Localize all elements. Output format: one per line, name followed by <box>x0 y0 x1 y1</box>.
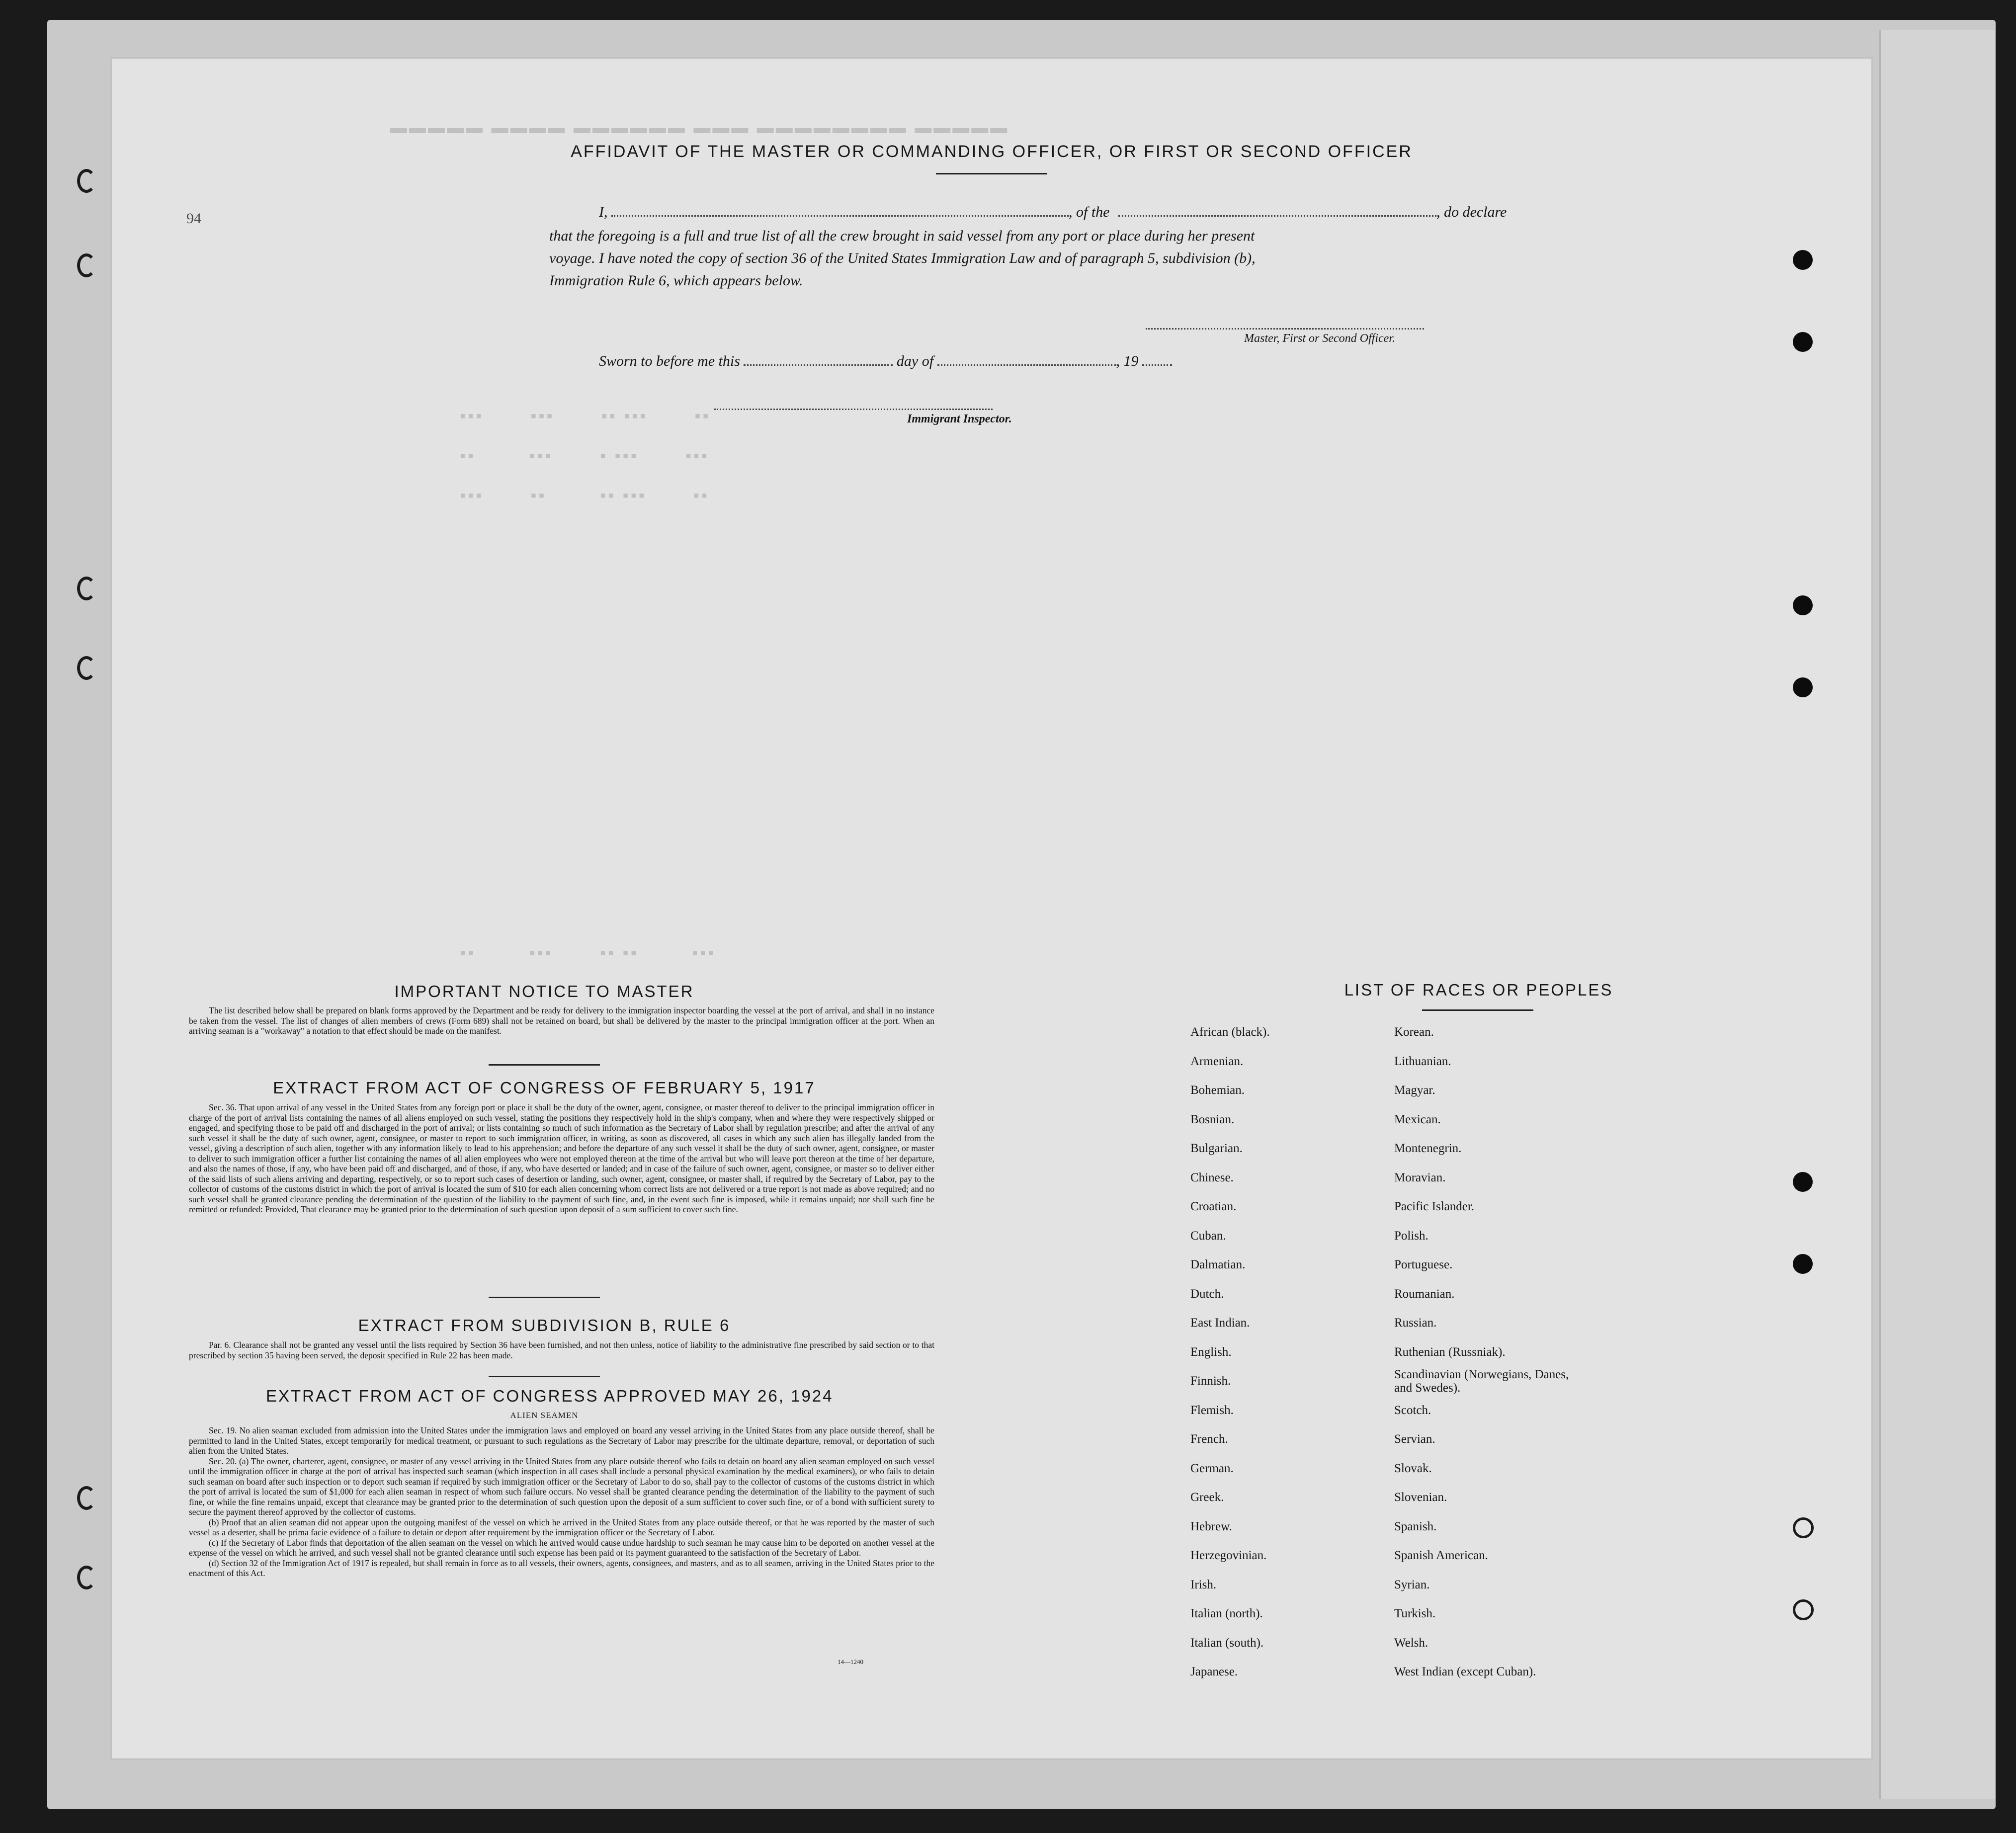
extract-1917-rule <box>489 1297 600 1298</box>
binder-hole <box>1793 332 1813 352</box>
race-item: Portuguese. <box>1394 1258 1453 1271</box>
race-item: Japanese. <box>1190 1665 1238 1678</box>
race-item: Finnish. <box>1190 1374 1231 1388</box>
race-item: Servian. <box>1394 1432 1435 1446</box>
affidavit-line-1: I, , of the , do declare <box>599 204 1507 220</box>
inspector-signature-field[interactable] <box>714 398 993 410</box>
race-item: Ruthenian (Russniak). <box>1394 1345 1506 1359</box>
sworn-month-field[interactable] <box>937 353 1116 366</box>
affidavit-title-rule <box>936 173 1047 174</box>
race-item: Lithuanian. <box>1394 1054 1451 1068</box>
extract-1917-title: EXTRACT FROM ACT OF CONGRESS OF FEBRUARY 5, 1917 <box>273 1079 816 1097</box>
affidavit-line-3: voyage. I have noted the copy of section 36 of the United States Immigration Law and of paragraph 5, subdivision (b), <box>549 250 1256 266</box>
back-sheet-edge <box>1879 30 1995 1799</box>
race-item: Croatian. <box>1190 1200 1237 1213</box>
inspector-caption: Immigrant Inspector. <box>907 413 1012 425</box>
race-item: African (black). <box>1190 1025 1270 1039</box>
sworn-line: Sworn to before me this day of , 19 <box>549 353 1172 370</box>
race-item: Magyar. <box>1394 1083 1435 1097</box>
sec-19: Sec. 19. No alien seaman excluded from admission into the United States under the immigration laws and employed on board any vessel arriving in the United States from any place outside thereof, shall be permitted to land in the United States, except temporarily for medical treatment, or pursuant to such regulations as the Secretary of Labor may prescribe for the ultimate departure, removal, or deportation of such alien from the United States. <box>189 1425 934 1456</box>
race-item: German. <box>1190 1461 1234 1475</box>
race-item: Roumanian. <box>1394 1287 1455 1301</box>
binder-hole <box>1793 1517 1814 1538</box>
sworn-year-field[interactable] <box>1142 353 1172 366</box>
race-item: Cuban. <box>1190 1229 1226 1243</box>
race-item: Spanish American. <box>1394 1549 1488 1562</box>
affidavit-line-4: Immigration Rule 6, which appears below. <box>549 272 803 289</box>
binder-hole <box>1793 1172 1813 1192</box>
binder-ring <box>77 1486 96 1510</box>
binder-ring <box>77 577 96 600</box>
extract-1917-body: Sec. 36. That upon arrival of any vessel in the United States from any foreign port or place it shall be the duty of the owner, agent, consignee, or master thereof to deliver to the principal immigration officer in charge of the port of arrival lists containing the names of all aliens employed on such vessel, stating the positions they respectively hold in the ship's company, when and where they were respectively shipped or engaged, and specifying those to be paid off and discharged in the port of arrival; or lists containing so much of such information as the Secretary of Labor shall by regulation prescribe; and after the arrival of any such vessel it shall be the duty of such owner, agent, consignee, or master to report to such immigration officer, in writing, as soon as discovered, all cases in which any such alien has illegally landed from the vessel, giving a description of such alien, together with any information likely to lead to his apprehension; and before the departure of any such vessel it shall be the duty of such owner, agent, consignee, or master to deliver to such immigration officer a further list containing the names of all alien employees who were not employed thereon at the time of the arrival but who will leave port thereon at the time of her departure, and also the names of those, if any, who have been paid off and discharged, and of those, if any, who have deserted or landed; and in case of the failure of such owner, agent, consignee, or master so to deliver either of the said lists of such aliens arriving and departing, respectively, or so to report such cases of desertion or landing, such owner, agent, consignee, or master shall, if required by the Secretary of Labor, pay to the collector of customs of the customs district in which the port of arrival is located the sum of $10 for each alien concerning whom correct lists are not delivered or a true report is not made as above required; and no such vessel shall be granted clearance pending the determination of the question of the liability to the payment of such fine, and, in the event such fine is imposed, while it remains unpaid; nor shall such fine be remitted or refunded: Provided, That clearance may be granted prior to the determination of such question upon deposit of a sum sufficient to cover such fine. <box>189 1102 934 1214</box>
race-item: Flemish. <box>1190 1403 1234 1417</box>
race-item: Dutch. <box>1190 1287 1224 1301</box>
binder-ring <box>77 656 96 680</box>
binder-ring <box>77 253 96 277</box>
race-item: West Indian (except Cuban). <box>1394 1665 1536 1678</box>
race-item: Irish. <box>1190 1578 1217 1591</box>
race-item: Armenian. <box>1190 1054 1244 1068</box>
extract-1924-body <box>189 1425 934 1579</box>
affidavit-line-2: that the foregoing is a full and true list of all the crew brought in said vessel from any port or place during her present <box>549 228 1255 244</box>
rule6-rule <box>489 1376 600 1377</box>
rule6-body: Par. 6. Clearance shall not be granted any vessel until the lists required by Section 36 have been furnished, and not then unless, notice of liability to the administrative fine prescribed by said section or to that prescribed by section 35 having been served, the deposit specified in Rule 22 has been made. <box>189 1340 934 1360</box>
affidavit-title: AFFIDAVIT OF THE MASTER OR COMMANDING OFFICER, OR FIRST OR SECOND OFFICER <box>571 142 1413 161</box>
race-item: Moravian. <box>1394 1170 1446 1184</box>
sec-20d: (d) Section 32 of the Immigration Act of 1917 is repealed, but shall remain in force as to all vessels, their owners, agents, consignees, and masters, and as to all seamen, arriving in the United States prior to the enactment of this Act. <box>189 1558 934 1578</box>
race-item: East Indian. <box>1190 1316 1250 1330</box>
officer-name-field[interactable] <box>611 204 1069 217</box>
page-mark: 94 <box>186 210 201 227</box>
race-item: Dalmatian. <box>1190 1258 1246 1271</box>
binder-hole <box>1793 677 1813 697</box>
race-item: Chinese. <box>1190 1170 1234 1184</box>
vessel-name-field[interactable] <box>1118 204 1436 217</box>
race-item: Russian. <box>1394 1316 1437 1330</box>
notice-body: The list described below shall be prepared on blank forms approved by the Department and be ready for delivery to the immigration inspector boarding the vessel at the port of arrival, and shall in no instance be taken from the vessel. The list of changes of alien members of crews (Form 689) shall not be retained on board, but shall be delivered by the master to the principal immigration officer at the port. When an arriving seaman is a "workaway" a notation to that effect should be made on the manifest. <box>189 1005 934 1036</box>
race-item: Herzegovinian. <box>1190 1549 1267 1562</box>
notice-rule <box>489 1064 600 1066</box>
races-right-column <box>1394 1018 1573 1687</box>
race-item: Slovak. <box>1394 1461 1432 1475</box>
race-item: Slovenian. <box>1394 1491 1447 1504</box>
races-rule <box>1422 1009 1533 1011</box>
races-title: LIST OF RACES OR PEOPLES <box>1344 981 1613 999</box>
sec-20b: (b) Proof that an alien seaman did not appear upon the outgoing manifest of the vessel on which he arrived in the United States from any place outside thereof, or that he was reported by the master of such vessel as a deserter, shall be prima facie evidence of a failure to detain or deport after requirement by the immigration officer or the Secretary of Labor. <box>189 1517 934 1537</box>
race-item: Korean. <box>1394 1025 1434 1039</box>
master-signature-field[interactable] <box>1146 317 1424 330</box>
race-item: Bohemian. <box>1190 1083 1245 1097</box>
race-item: Montenegrin. <box>1394 1142 1462 1155</box>
race-item: Italian (north). <box>1190 1607 1263 1620</box>
binder-hole <box>1793 250 1813 270</box>
manifest-page: ▬▬▬▬▬ ▬▬▬▬ ▬▬▬▬▬▬ ▬▬▬ ▬▬▬▬▬▬▬▬ ▬▬▬▬▬ ▪▪▪ ▪▪▪ ▪▪ ▪▪▪ ▪▪ ▪▪ ▪▪▪ ▪ ▪▪▪ ▪▪▪ ▪▪▪ ▪▪ ▪▪ ▪▪▪ ▪▪ ▪▪ ▪▪▪ ▪▪ ▪▪ ▪▪▪ 94 AFFIDAVIT OF THE MASTER OR COMMANDING OFFICER, OR FIRST OR SECOND OFFICER I, , of the , do declare that the foregoing is a full and true list of all the crew brought in said vessel from any port or place during her present voyage. I have noted the copy of section 36 of the United States Immigration Law and of paragraph 5, subdivision (b), Immigration Rule 6, which appears below. Master, First or Second Officer. Sworn to before me this day of , 19 Immigrant Inspector. IMPORTANT NOTICE TO MASTER The list described below shall be prepared on blank forms approved by the Department and be ready for delivery to the immigration inspector boarding the vessel at the port of arrival, and shall in no instance be taken from the vessel. The list of changes of alien members of crews (Form 689) shall not be retained on board, but shall be delivered by the master to the principal immigration officer at the port. When an arriving seaman is a "workaway" a notation to that effect should be made on the manifest. EXTRACT FROM ACT OF CONGRESS OF FEBRUARY 5, 1917 Sec. 36. That upon arrival of any vessel in the United States from any foreign port or place it shall be the duty of the owner, agent, consignee, or master thereof to deliver to the principal immigration officer in charge of the port of arrival lists containing the names of all aliens employed on such vessel, stating the positions they respectively hold in the ship's company, when and where they were respectively shipped or engaged, and specifying those to be paid off and discharged in the port of arrival; or lists containing so much of such information as the Secretary of Labor shall by regulation prescribe; and after the arrival of any such vessel it shall be the duty of such owner, agent, consignee, or master to report to such immigration officer, in writing, as soon as discovered, all cases in which any such alien has illegally landed from the vessel, giving a description of such alien, together with any information likely to lead to his apprehension; and before the departure of any such vessel it shall be the duty of such owner, agent, consignee, or master to deliver to such immigration officer a further list containing the names of all alien employees who were not employed thereon at the time of the arrival but who will leave port thereon at the time of her departure, and also the names of those, if any, who have been paid off and discharged, and of those, if any, who have deserted or landed; and in case of the failure of such owner, agent, consignee, or master so to deliver either of the said lists of such aliens arriving and departing, respectively, or so to report such cases of desertion or landing, such owner, agent, consignee, or master shall, if required by the Secretary of Labor, pay to the collector of customs of the customs district in which the port of arrival is located the sum of $10 for each alien concerning whom correct lists are not delivered or a true report is not made as above required; and no such vessel shall be granted clearance pending the determination of the question of the liability to the payment of such fine, and, in the event such fine is imposed, while it remains unpaid; nor shall such fine be remitted or refunded: Provided, That clearance may be granted prior to the determination of such question upon deposit of a sum sufficient to cover such fine. EXTRACT FROM SUBDIVISION B, RULE 6 Par. 6. Clearance shall not be granted any vessel until the lists required by Section 36 have been furnished, and not then unless, notice of liability to the administrative fine prescribed by said section or to that prescribed by section 35 having been served, the deposit specified in Rule 22 has been made. EXTRACT FROM ACT OF CONGRESS APPROVED MAY 26, 1924 ALIEN SEAMEN Sec. 19. No alien seaman excluded from admission into the United States under the immigration laws and employed on board any vessel arriving in the United States from any place outside thereof, shall be permitted to land in the United States, except temporarily for medical treatment, or pursuant to such regulations as the Secretary of Labor may prescribe for the ultimate departure, removal, or deportation of such alien from the United States. Sec. 20. (a) The owner, charterer, agent, consignee, or master of any vessel arriving in the United States from any place outside thereof who fails to detain on board any alien seaman employed on such vessel until the immigration officer in charge at the port of arrival has inspected such seaman (which inspection in all cases shall include a personal physical examination by the medical examiners), or who fails to detain such seaman on board after such inspection or to deport such seaman if required by such immigration officer or the Secretary of Labor to do so, shall pay to the collector of customs of the customs district in which the port of arrival is located the sum of $1,000 for each alien seaman in respect of whom such failure occurs. No vessel shall be granted clearance pending the determination of the liability to the payment of such fine, or while the fine remains unpaid, except that clearance may be granted prior to the determination of such question upon the deposit of a sum sufficient to cover such fine, or of a bond with sufficient surety to secure the payment thereof approved by the collector of customs. (b) Proof that an alien seaman did not appear upon the outgoing manifest of the vessel on which he arrived in the United States from any place outside thereof, or that he was reported by the master of such vessel as a deserter, shall be prima facie evidence of a failure to detain or deport after requirement by the immigration officer or the Secretary of Labor. (c) If the Secretary of Labor finds that deportation of the alien seaman on the vessel on which he arrived would cause undue hardship to such seaman he may cause him to be deported on another vessel at the expense of the vessel on which he arrived, and such vessel shall not be granted clearance until such expense has been paid or its payment guaranteed to the satisfaction of the Secretary of Labor. (d) Section 32 of the Immigration Act of 1917 is repealed, but shall remain in force as to all vessels, their owners, agents, consignees, and masters, and as to all seamen, arriving in the United States prior to the enactment of this Act. 14—1240 LIST OF RACES OR PEOPLES African (black). Armenian. Bohemian. Bosnian. Bulgarian. Chinese. Croatian. Cuban. Dalmatian. Dutch. East Indian. English. Finnish. Flemish. French. German. Greek. Hebrew. Herzegovinian. Irish. Italian (north). Italian (south). Japanese. Korean. Lithuanian. Magyar. Mexican. Montenegrin. Moravian. Pacific Islander. Polish. Portuguese. Roumanian. Russian. Ruthenian (Russniak). Scandinavian (Norwegians, Danes, and Swedes). Scotch. Servian. Slovak. Slovenian. Spanish. Spanish American. Syrian. Turkish. Welsh. West Indian (except Cuban). <box>110 57 1873 1760</box>
races-left-column <box>1190 1018 1270 1687</box>
race-item: Scandinavian (Norwegians, Danes, and Swedes). <box>1394 1368 1569 1395</box>
race-item: Polish. <box>1394 1229 1428 1243</box>
race-item: Hebrew. <box>1190 1519 1232 1533</box>
race-item: Bosnian. <box>1190 1112 1235 1126</box>
sworn-day-field[interactable] <box>744 353 893 366</box>
race-item: Turkish. <box>1394 1607 1436 1620</box>
race-item: Bulgarian. <box>1190 1142 1243 1155</box>
notice-title: IMPORTANT NOTICE TO MASTER <box>394 982 694 1000</box>
binder-hole <box>1793 1254 1813 1274</box>
race-item: Syrian. <box>1394 1578 1430 1591</box>
extract-1924-title: EXTRACT FROM ACT OF CONGRESS APPROVED MAY 26, 1924 <box>266 1387 834 1405</box>
race-item: Spanish. <box>1394 1519 1437 1533</box>
binder-hole <box>1793 1599 1814 1620</box>
rule6-title: EXTRACT FROM SUBDIVISION B, RULE 6 <box>358 1316 731 1334</box>
race-item: Scotch. <box>1394 1403 1431 1417</box>
race-item: Mexican. <box>1394 1112 1441 1126</box>
race-item: Pacific Islander. <box>1394 1200 1475 1213</box>
race-item: Welsh. <box>1394 1636 1428 1650</box>
binder-ring <box>77 169 96 193</box>
race-item: French. <box>1190 1432 1228 1446</box>
race-item: Italian (south). <box>1190 1636 1264 1650</box>
binder-hole <box>1793 595 1813 615</box>
sec-20c: (c) If the Secretary of Labor finds that deportation of the alien seaman on the vessel on which he arrived would cause undue hardship to such seaman he may cause him to be deported on another vessel at the expense of the vessel on which he arrived, and such vessel shall not be granted clearance until such expense has been paid or its payment guaranteed to the satisfaction of the Secretary of Labor. <box>189 1537 934 1558</box>
race-item: Greek. <box>1190 1491 1224 1504</box>
form-number: 14—1240 <box>838 1658 863 1666</box>
binder-ring <box>77 1566 96 1589</box>
sec-20a: Sec. 20. (a) The owner, charterer, agent, consignee, or master of any vessel arriving in the United States from any place outside thereof who fails to detain on board any alien seaman employed on such vessel until the immigration officer in charge at the port of arrival has inspected such seaman (which inspection in all cases shall include a personal physical examination by the medical examiners), or who fails to detain such seaman on board after such inspection or to deport such seaman if required by such immigration officer or the Secretary of Labor to do so, shall pay to the collector of customs of the customs district in which the port of arrival is located the sum of $1,000 for each alien seaman in respect of whom such failure occurs. No vessel shall be granted clearance pending the determination of the liability to the payment of such fine, or while the fine remains unpaid, except that clearance may be granted prior to the determination of such question upon the deposit of a sum sufficient to cover such fine, or of a bond with sufficient surety to secure the payment thereof approved by the collector of customs. <box>189 1456 934 1517</box>
alien-seamen-subtitle: ALIEN SEAMEN <box>510 1411 579 1420</box>
master-caption: Master, First or Second Officer. <box>1244 332 1395 345</box>
race-item: English. <box>1190 1345 1232 1359</box>
